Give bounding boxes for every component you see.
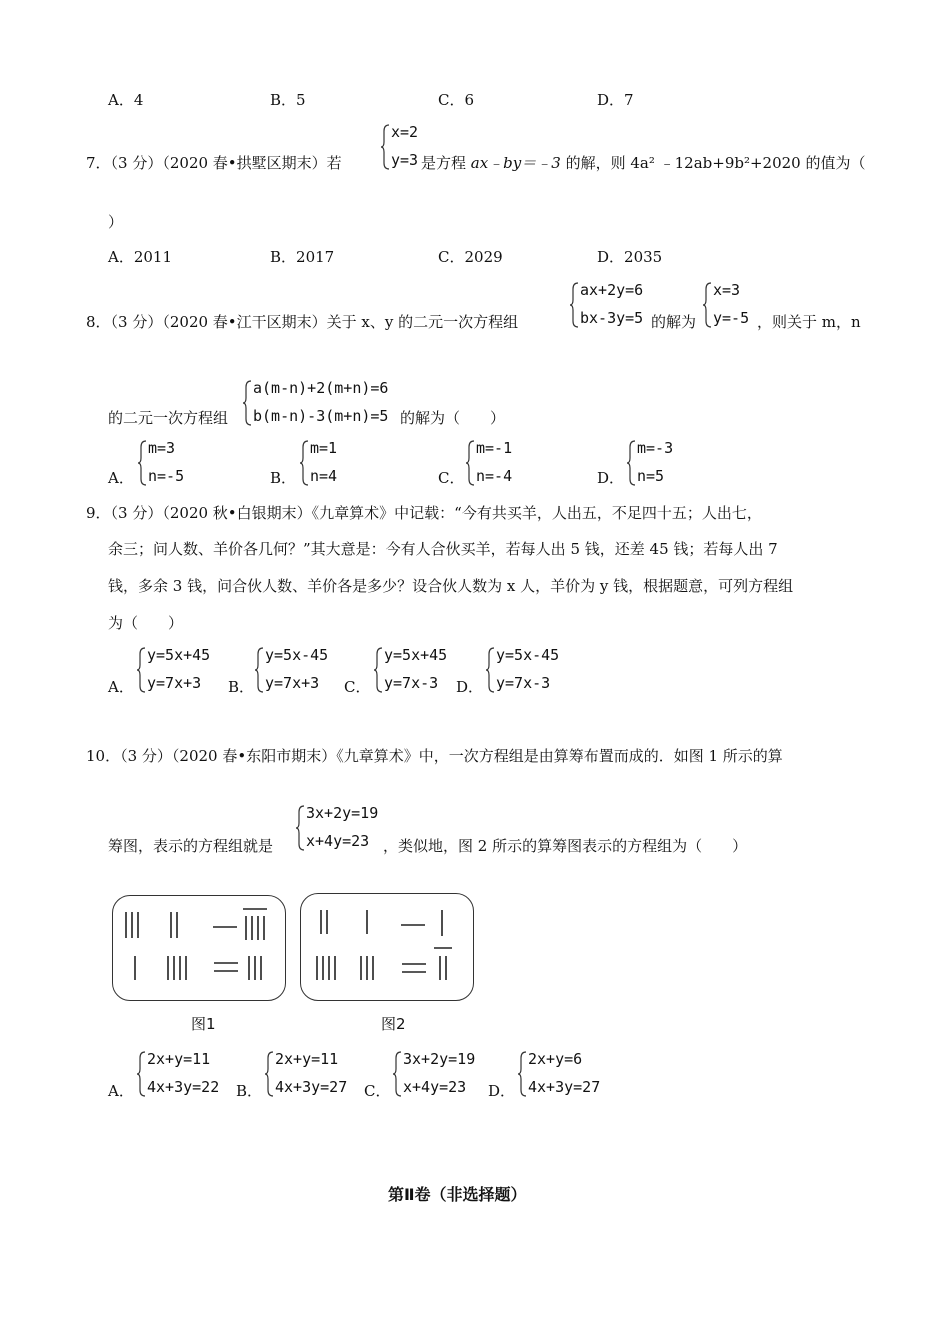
q8-option-c-label: C． (438, 469, 465, 487)
brace-icon (255, 646, 265, 694)
counting-rods-1 (113, 896, 285, 1000)
figure-2-counting-rods (300, 893, 474, 1001)
q8-sys3-line1: a(m-n)+2(m+n)=6 (253, 379, 389, 397)
q7-option-a: A．2011 (108, 248, 173, 266)
q10-option-c-label: C． (364, 1082, 391, 1100)
q10-line1: 10．（3 分）（2020 春•东阳市期末）《九章算术》中，一次方程组是由算筹布置而成的．如图 1 所示的算 (86, 747, 783, 765)
q7-stem-close: ） (108, 213, 124, 231)
q10-option-a-label: A． (108, 1082, 134, 1100)
counting-rods-2 (301, 894, 473, 1000)
q7-sys-line1: x=2 (391, 123, 419, 141)
q8-stem-line2a: 的二元一次方程组 (108, 409, 229, 427)
q9-option-c-label: C． (344, 678, 371, 696)
brace-icon (265, 1050, 275, 1098)
q8-sys1-line2: bx-3y=5 (580, 309, 644, 327)
q7-option-c: C．2029 (438, 248, 503, 266)
q9-option-b-label: B． (228, 678, 255, 696)
q9-line1: 9．（3 分）（2020 秋•白银期末）《九章算术》中记载：“今有共买羊，人出五，不足四十五；人出七， (86, 504, 762, 522)
brace-icon (381, 123, 391, 171)
brace-icon (137, 646, 147, 694)
q8-stem-line2b: 的解为（ ） (400, 409, 506, 427)
q9-option-a-label: A． (108, 678, 134, 696)
q10-line2a: 筹图，表示的方程组就是 (108, 837, 274, 855)
q6-option-d: D．7 (597, 91, 634, 109)
figure-2-caption: 图2 (381, 1015, 406, 1033)
brace-icon (296, 804, 306, 852)
brace-icon (570, 281, 580, 329)
section-title: 第Ⅱ卷（非选择题） (388, 1185, 527, 1204)
q10-option-b-label: B． (236, 1082, 263, 1100)
q7-option-b: B．2017 (270, 248, 335, 266)
q7-sys-line2: y=3 (391, 151, 419, 169)
brace-icon (703, 281, 713, 329)
q7-stem-mid: 是方程 ax﹣by＝﹣3 的解，则 4a² ﹣12ab+9b²+2020 的值为（ (421, 154, 866, 172)
brace-icon (466, 439, 476, 487)
brace-icon (243, 379, 253, 427)
figure-1-caption: 图1 (191, 1015, 216, 1033)
q9-option-d-label: D． (456, 678, 484, 696)
q8-sys2-line2: y=-5 (713, 309, 750, 327)
q8-option-a-label: A． (108, 469, 134, 487)
brace-icon (627, 439, 637, 487)
brace-icon (486, 646, 496, 694)
q8-option-b-label: B． (270, 469, 297, 487)
q9-line2: 余三；问人数、羊价各几何？”其大意是：今有人合伙买羊，若每人出 5 钱，还差 45 钱；若每人出 7 (108, 540, 778, 558)
q8-stem-mid: 的解为 (651, 313, 697, 331)
q8-sys1-line1: ax+2y=6 (580, 281, 644, 299)
q6-option-a: A．4 (108, 91, 144, 109)
q8-sys2-line1: x=3 (713, 281, 741, 299)
q8-stem-start: 8．（3 分）（2020 春•江干区期末）关于 x、y 的二元一次方程组 (86, 313, 519, 331)
q8-sys3-line2: b(m-n)-3(m+n)=5 (253, 407, 389, 425)
q9-line4: 为（ ） (108, 614, 184, 632)
q10-option-d-label: D． (488, 1082, 516, 1100)
q8-stem-tail: ，则关于 m，n (757, 313, 861, 331)
q10-line2b: ，类似地，图 2 所示的算筹图表示的方程组为（ ） (383, 837, 748, 855)
brace-icon (138, 439, 148, 487)
q8-option-d-label: D． (597, 469, 625, 487)
q6-option-c: C．6 (438, 91, 475, 109)
brace-icon (393, 1050, 403, 1098)
brace-icon (137, 1050, 147, 1098)
figure-1-counting-rods (112, 895, 286, 1001)
q6-option-b: B．5 (270, 91, 306, 109)
brace-icon (300, 439, 310, 487)
brace-icon (518, 1050, 528, 1098)
q9-line3: 钱，多余 3 钱，问合伙人数、羊价各是多少？设合伙人数为 x 人，羊价为 y 钱，根据题意，可列方程组 (108, 577, 794, 595)
q7-stem-start: 7．（3 分）（2020 春•拱墅区期末）若 (86, 154, 342, 172)
brace-icon (374, 646, 384, 694)
q7-option-d: D．2035 (597, 248, 663, 266)
